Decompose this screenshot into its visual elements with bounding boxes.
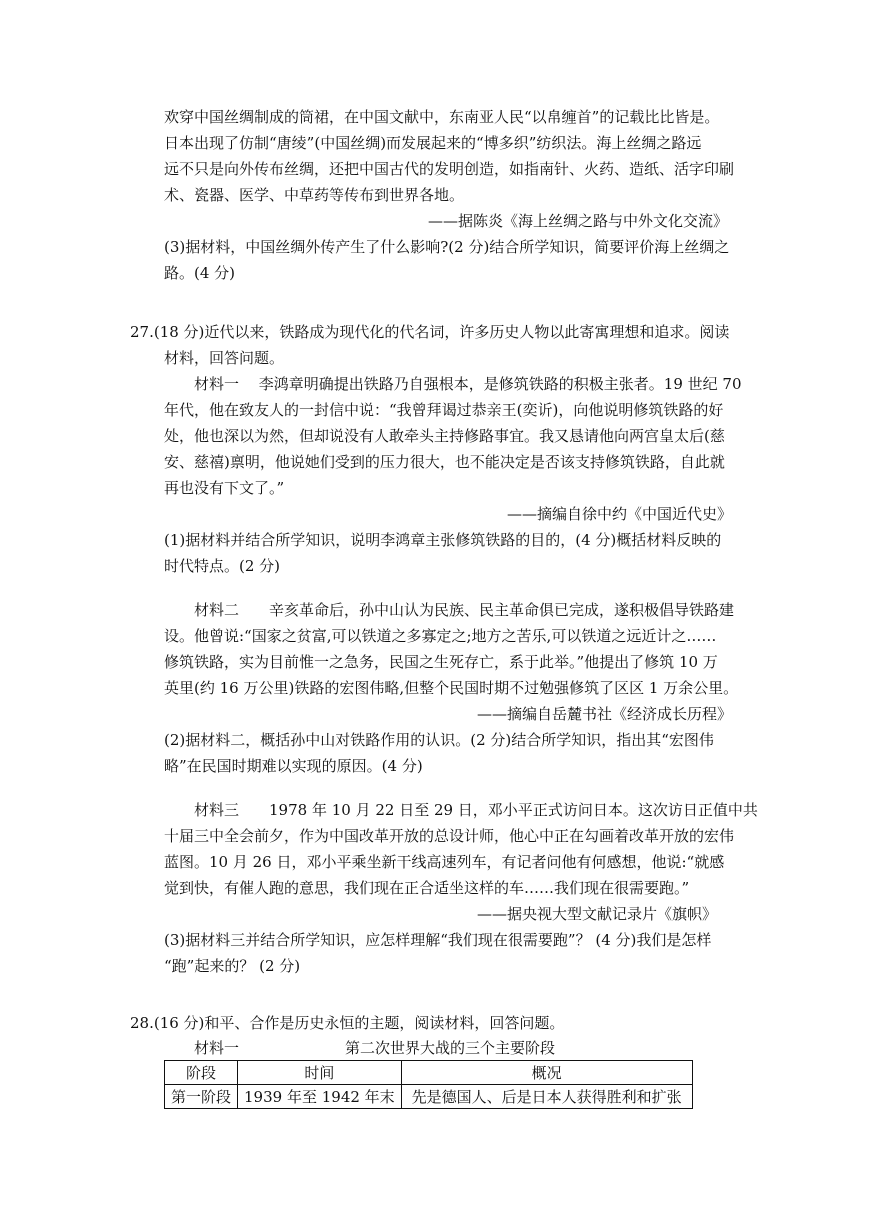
table-header-row <box>165 1061 693 1085</box>
q28-intro: 28.(16 分)和平、合作是历史永恒的主题，阅读材料，回答问题。 <box>130 1014 565 1032</box>
q27-q3-line-1: (3)据材料三并结合所学知识，应怎样理解“我们现在很需要跑”？ (4 分)我们是怎样 <box>164 931 712 949</box>
q27-m1-line-5: 再也没有下文了。” <box>164 479 285 497</box>
q27-m2-source: ——摘编自岳麓书社《经济成长历程》 <box>477 705 733 723</box>
q26-line-4: 术、瓷器、医学、中草药等传布到世界各地。 <box>164 186 465 204</box>
q27-intro-line-2: 材料，回答问题。 <box>164 349 285 367</box>
q27-m3-line-2: 十届三中全会前夕，作为中国改革开放的总设计师，他心中正在勾画着改革开放的宏伟 <box>164 827 735 845</box>
cell-time: 1939 年至 1942 年末 <box>238 1085 402 1109</box>
q27-q1-line-1: (1)据材料并结合所学知识，说明李鸿章主张修筑铁路的目的，(4 分)概括材料反映的 <box>164 531 722 549</box>
q27-q2-line-1: (2)据材料二，概括孙中山对铁路作用的认识。(2 分)结合所学知识，指出其“宏图伟 <box>164 731 714 749</box>
table-row <box>165 1085 693 1109</box>
header-stage: 阶段 <box>165 1061 238 1085</box>
q27-m3-source: ——据央视大型文献记录片《旗帜》 <box>477 905 718 923</box>
q27-m1-line-2: 年代，他在致友人的一封信中说：“我曾拜谒过恭亲王(奕䜣)，向他说明修筑铁路的好 <box>164 401 724 419</box>
q27-m1-line-4: 安、慈禧)禀明，他说她们受到的压力很大，也不能决定是否该支持修筑铁路，自此就 <box>164 453 725 471</box>
q27-intro-line-1: 27.(18 分)近代以来，铁路成为现代化的代名词，许多历史人物以此寄寓理想和追求。阅读 <box>130 323 730 341</box>
q27-m3-line-3: 蓝图。10 月 26 日，邓小平乘坐新干线高速列车，有记者问他有何感想，他说:“就感 <box>164 853 725 871</box>
q27-m2-line-2: 设。他曾说:“国家之贫富,可以铁道之多寡定之;地方之苦乐,可以铁道之远近计之…… <box>164 627 717 645</box>
q26-line-3: 远不只是向外传布丝绸，还把中国古代的发明创造，如指南针、火药、造纸、活字印刷 <box>164 160 735 178</box>
q27-m1-source: ——摘编自徐中约《中国近代史》 <box>507 505 733 523</box>
ww2-stages-table <box>164 1060 693 1109</box>
q26-question-line-2: 路。(4 分) <box>164 264 236 282</box>
q27-q3-line-2: “跑”起来的？ (2 分) <box>164 957 301 975</box>
q26-line-1: 欢穿中国丝绸制成的筒裙，在中国文献中，东南亚人民“以帛缠首”的记载比比皆是。 <box>164 108 720 126</box>
q27-m3-line-1: 材料三 1978 年 10 月 22 日至 29 日，邓小平正式访问日本。这次访日正值中共 <box>194 801 758 819</box>
header-time: 时间 <box>238 1061 402 1085</box>
cell-overview: 先是德国人、后是日本人获得胜利和扩张 <box>401 1085 692 1109</box>
q26-source: ——据陈炎《海上丝绸之路与中外文化交流》 <box>428 212 729 230</box>
q27-q1-line-2: 时代特点。(2 分) <box>164 557 281 575</box>
q26-question-line-1: (3)据材料，中国丝绸外传产生了什么影响?(2 分)结合所学知识，简要评价海上丝绸之 <box>164 238 730 256</box>
q27-m2-line-3: 修筑铁路，实为目前惟一之急务，民国之生死存亡，系于此举。”他提出了修筑 10 万 <box>164 653 718 671</box>
q27-m1-line-1: 材料一 李鸿章明确提出铁路乃自强根本，是修筑铁路的积极主张者。19 世纪 70 <box>194 375 742 393</box>
q27-m2-line-4: 英里(约 16 万公里)铁路的宏图伟略,但整个民国时期不过勉强修筑了区区 1 万余公里。 <box>164 679 739 697</box>
q27-q2-line-2: 略”在民国时期难以实现的原因。(4 分) <box>164 757 423 775</box>
q27-m2-line-1: 材料二 辛亥革命后，孙中山认为民族、民主革命俱已完成，遂积极倡导铁路建 <box>194 601 735 619</box>
q26-line-2: 日本出现了仿制“唐绫”(中国丝绸)而发展起来的“博多织”纺织法。海上丝绸之路远 <box>164 134 702 152</box>
q28-m1-label: 材料一 <box>194 1039 240 1057</box>
q27-m1-line-3: 处，他也深以为然，但却说没有人敢牵头主持修路事宜。我又恳请他向两宫皇太后(慈 <box>164 427 725 445</box>
header-overview: 概况 <box>401 1061 692 1085</box>
q28-table-title: 第二次世界大战的三个主要阶段 <box>345 1039 556 1057</box>
cell-stage: 第一阶段 <box>165 1085 238 1109</box>
q27-m3-line-4: 觉到快，有催人跑的意思，我们现在正合适坐这样的车……我们现在很需要跑。” <box>164 879 690 897</box>
